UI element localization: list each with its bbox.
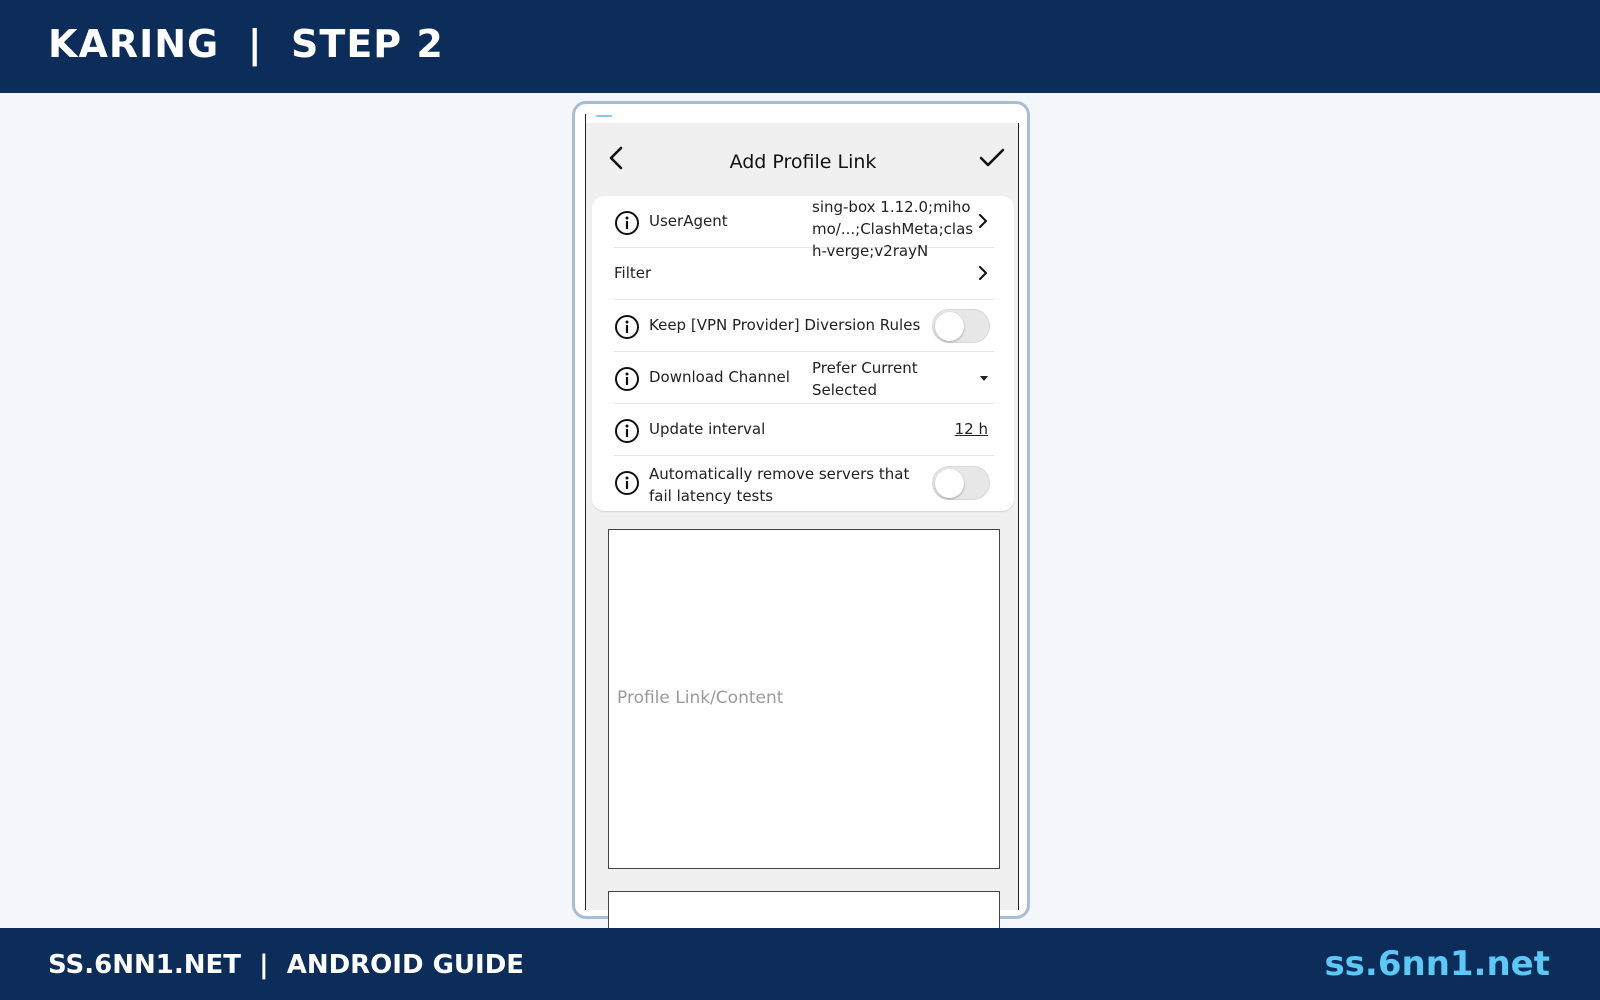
update-interval-row bbox=[614, 404, 994, 456]
filter-row[interactable] bbox=[614, 248, 994, 300]
app-bar bbox=[586, 123, 1020, 193]
toggle-knob bbox=[935, 312, 964, 341]
top-banner bbox=[0, 0, 1600, 93]
update-interval-label: Update interval bbox=[649, 420, 766, 438]
phone-screen bbox=[585, 114, 1019, 910]
info-icon[interactable] bbox=[614, 366, 640, 392]
user-agent-value: sing-box 1.12.0;mihomo/...;ClashMeta;clash-verge;v2rayN bbox=[812, 198, 974, 260]
profile-content-placeholder: Profile Link/Content bbox=[617, 688, 784, 708]
info-icon[interactable] bbox=[614, 210, 640, 236]
keep-rules-row bbox=[614, 300, 994, 352]
profile-content-input[interactable] bbox=[608, 529, 1000, 869]
update-interval-value[interactable]: 12 h bbox=[954, 420, 988, 438]
keep-rules-toggle[interactable] bbox=[932, 309, 990, 343]
auto-remove-row bbox=[614, 456, 994, 511]
status-bar bbox=[586, 114, 1020, 123]
settings-card bbox=[592, 196, 1014, 511]
footer-site-label: ss.6nn1.net bbox=[1324, 944, 1550, 984]
status-indicator bbox=[596, 115, 612, 117]
toggle-knob bbox=[935, 469, 964, 498]
chevron-right-icon bbox=[974, 264, 992, 282]
user-agent-row[interactable] bbox=[614, 196, 994, 260]
download-channel-label: Download Channel bbox=[649, 368, 790, 386]
info-icon[interactable] bbox=[614, 314, 640, 340]
auto-remove-label: Automatically remove servers that fail latency tests bbox=[649, 465, 910, 505]
bottom-banner bbox=[0, 928, 1600, 1000]
chevron-right-icon bbox=[974, 212, 992, 230]
page-title: Add Profile Link bbox=[729, 151, 877, 173]
secondary-input[interactable] bbox=[608, 891, 1000, 931]
check-icon[interactable] bbox=[978, 145, 1006, 171]
phone-frame bbox=[572, 101, 1030, 919]
download-channel-row[interactable] bbox=[614, 352, 994, 404]
auto-remove-toggle[interactable] bbox=[932, 466, 990, 500]
info-icon[interactable] bbox=[614, 418, 640, 444]
filter-label: Filter bbox=[614, 264, 652, 282]
user-agent-label: UserAgent bbox=[649, 212, 728, 230]
footer-guide-label: SS.6NN1.NET | ANDROID GUIDE bbox=[48, 950, 525, 980]
keep-rules-label: Keep [VPN Provider] Diversion Rules bbox=[649, 316, 921, 334]
download-channel-select[interactable]: Prefer Current Selected bbox=[812, 359, 918, 399]
caret-down-icon bbox=[980, 376, 988, 381]
banner-title: KARING | STEP 2 bbox=[48, 22, 444, 66]
info-icon[interactable] bbox=[614, 470, 640, 496]
